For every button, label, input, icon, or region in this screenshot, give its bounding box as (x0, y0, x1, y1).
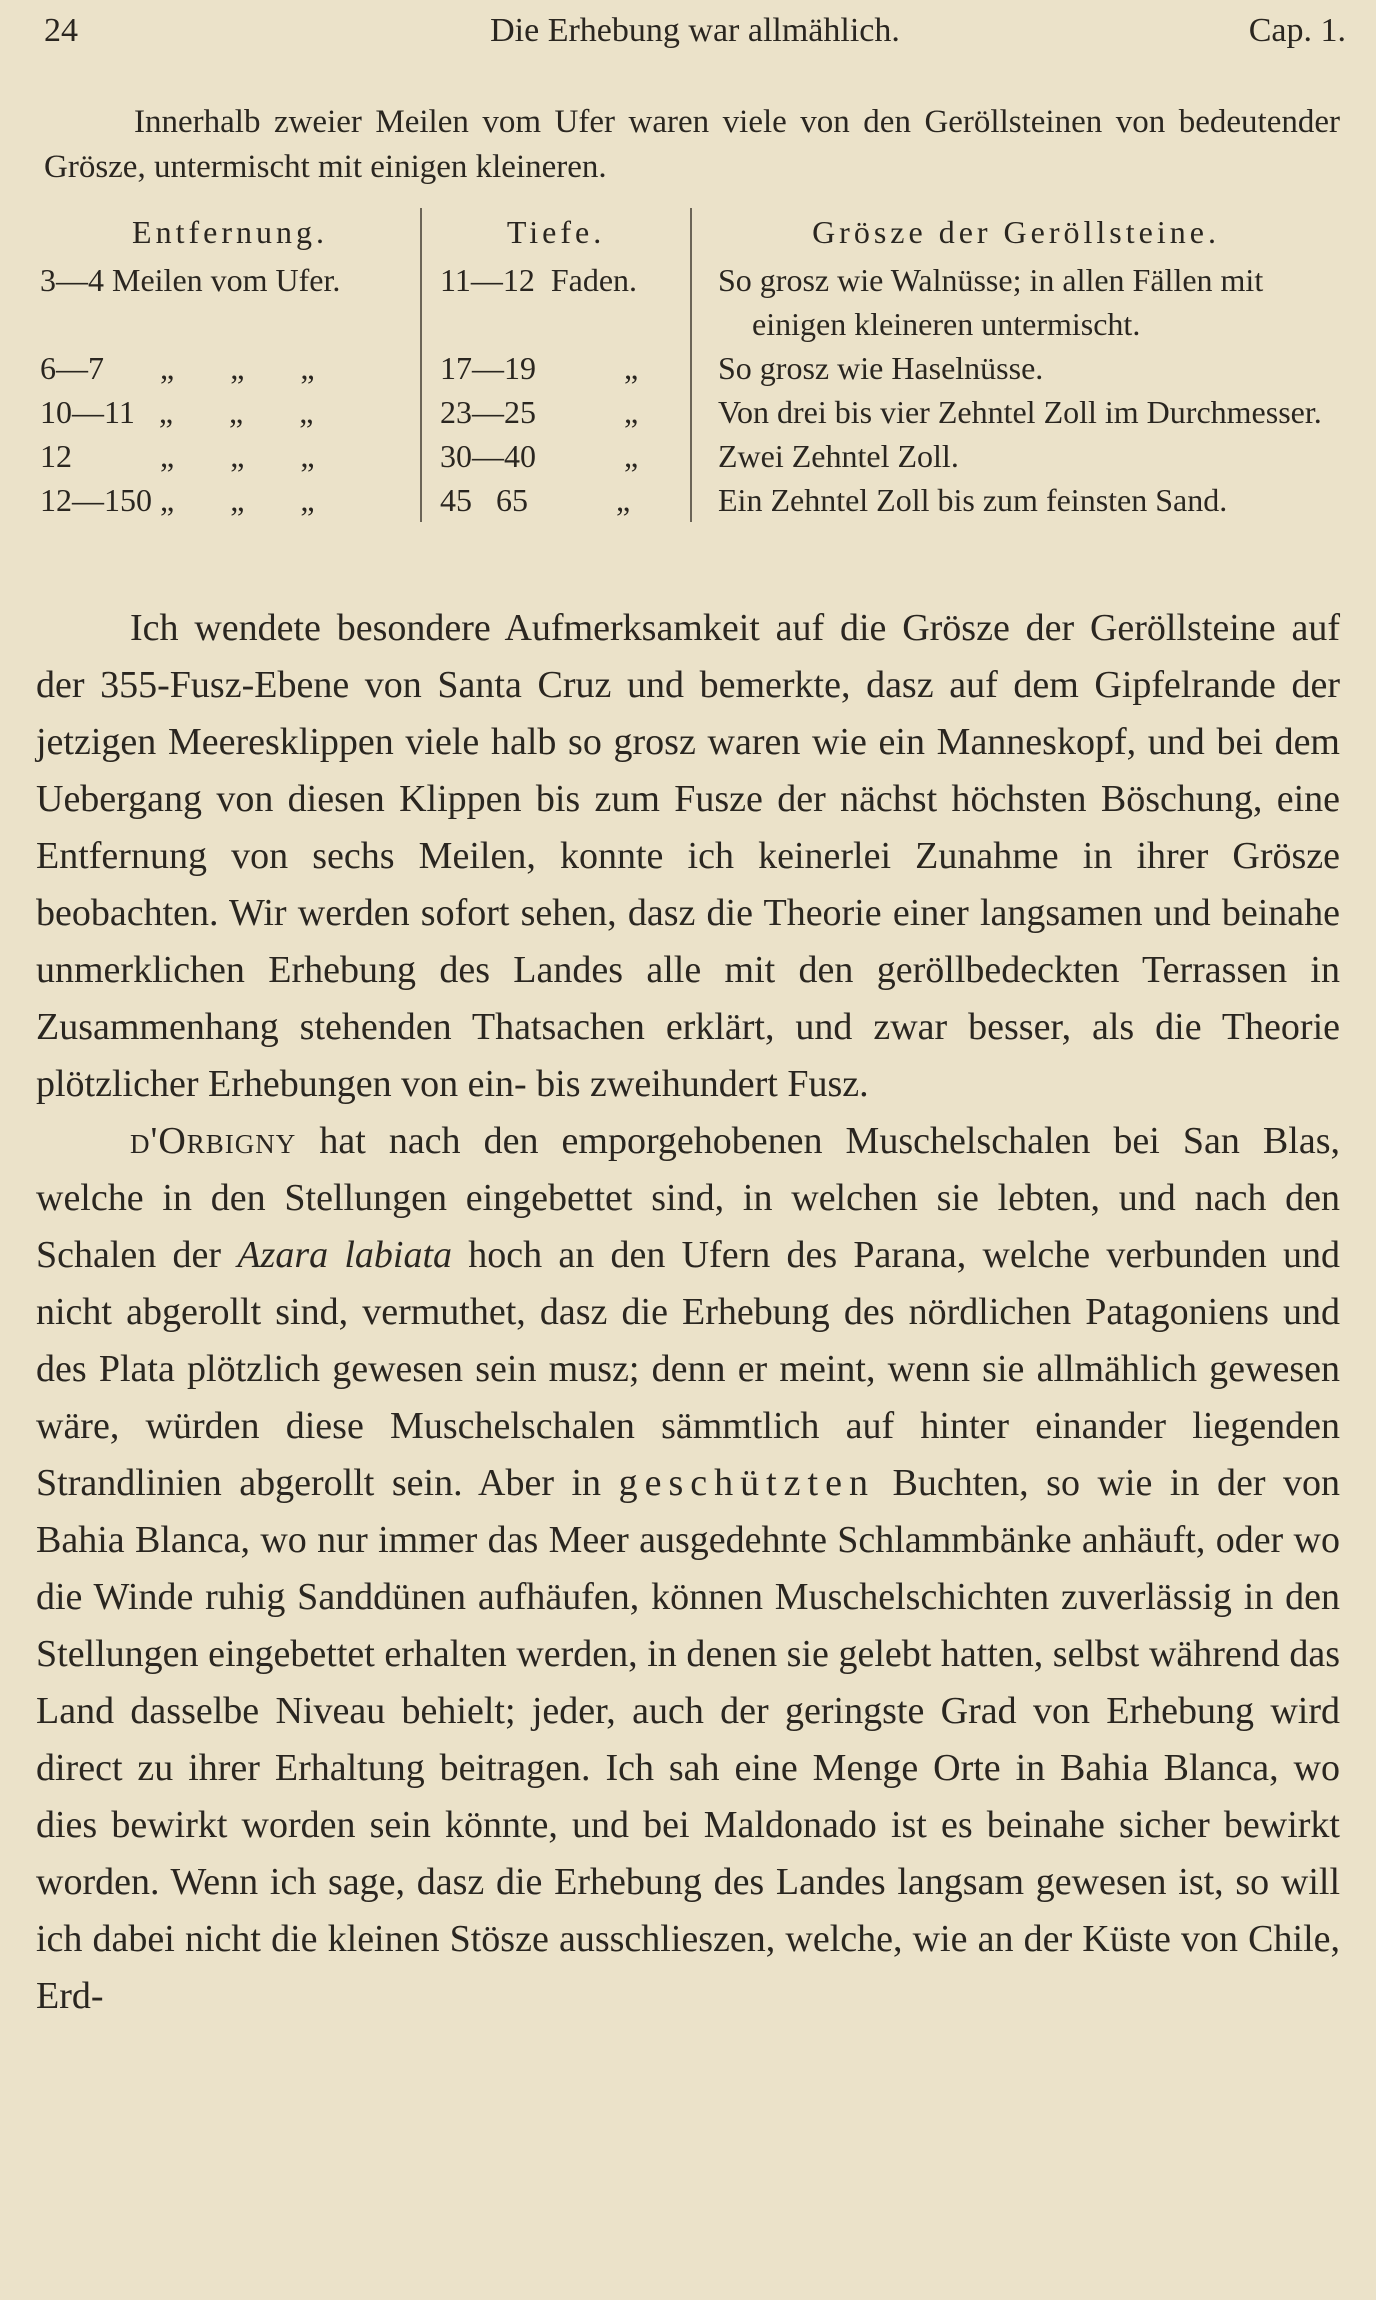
cell-depth: 45 65 „ (421, 478, 691, 522)
intro-text: Innerhalb zweier Meilen vom Ufer waren viele von den Geröllsteinen von bedeutender Grösze, untermischt mit einigen kleineren. (44, 104, 1340, 185)
cell-size: So grosz wie Walnüsse; in allen Fällen mit einigen kleineren untermischt. (718, 262, 1264, 342)
intro-paragraph (44, 100, 1340, 190)
table-row (40, 258, 1340, 346)
cell-distance: 6—7 „ „ „ (40, 350, 315, 386)
cell-depth: 17—19 „ (421, 346, 691, 390)
paragraph-text-part: Buchten, so wie in der von Bahia Blanca, wo nur immer das Meer ausgedehnte Schlammbänke anhäuft, oder wo die Winde ruhig Sanddünen aufhäufen, können Muschelschichten zuverlässig in den Stellungen eingebettet erhalten werden, in denen sie gelebt hatten, selbst während das Land dasselbe Niveau behielt; jeder, auch der geringste Grad von Erhebung wird direct zu ihrer Erhaltung beitragen. Ich sah eine Menge Orte in Bahia Blanca, wo dies bewirkt worden sein könnte, und bei Maldonado ist es beinahe sicher bewirkt worden. Wenn ich sage, dasz die Erhebung des Landes langsam gewesen ist, so will ich dabei nicht die kleinen Stösze ausschlieszen, welche, wie an der Küste von Chile, Erd- (36, 1462, 1340, 2017)
cell-depth: 30—40 „ (421, 434, 691, 478)
chapter-label: Cap. 1. (1248, 12, 1346, 49)
paragraph-text-part: hoch an den Ufern des Parana, welche verbunden und nicht abgerollt sind, vermuthet, dasz die Erhebung des nördlichen Patagoniens und des Plata plötzlich gewesen sein musz; denn er meint, wenn sie allmählich gewesen wäre, würden diese Muschelschalen sämmtlich auf hinter einander liegenden Strandlinien abgerollt sein. Aber in (36, 1234, 1340, 1504)
cell-distance: 12 „ „ „ (40, 438, 315, 474)
running-title: Die Erhebung war allmählich. (490, 12, 900, 49)
column-header-depth: Tiefe. (421, 208, 691, 258)
table-row (40, 478, 1340, 522)
cell-distance: 3—4 Meilen vom Ufer. (40, 262, 341, 298)
table-row (40, 434, 1340, 478)
paragraph-dorbigny (36, 1113, 1340, 2025)
cell-size: Ein Zehntel Zoll bis zum feinsten Sand. (718, 482, 1228, 518)
author-name: d'Orbigny (130, 1120, 297, 1162)
cell-distance: 10—11 „ „ „ (40, 394, 314, 430)
page-header (44, 12, 1346, 64)
column-header-size: Grösze der Geröllsteine. (691, 208, 1340, 258)
pebble-table (40, 208, 1340, 522)
emphasized-word: geschützten (618, 1462, 875, 1504)
column-header-distance: Entfernung. (132, 214, 328, 250)
paragraph-santa-cruz: Ich wendete besondere Aufmerksamkeit auf die Grösze der Geröllsteine auf der 355-Fusz-Ebene von Santa Cruz und bemerkte, dasz auf dem Gipfelrande der jetzigen Meeresklippen viele halb so grosz waren wie ein Manneskopf, und bei dem Uebergang von diesen Klippen bis zum Fusze der nächst höchsten Böschung, eine Entfernung von sechs Meilen, konnte ich keinerlei Zunahme in ihrer Grösze beobachten. Wir werden sofort sehen, dasz die Theorie einer langsamen und beinahe unmerklichen Erhebung des Landes alle mit den geröllbedeckten Terrassen in Zusammenhang stehenden Thatsachen erklärt, und zwar besser, als die Theorie plötzlicher Erhebungen von ein- bis zweihundert Fusz. (36, 607, 1340, 1105)
table-row (40, 346, 1340, 390)
cell-depth: 11—12 Faden. (421, 258, 691, 346)
page-number: 24 (44, 12, 78, 49)
cell-distance: 12—150 „ „ „ (40, 482, 315, 518)
table-row (40, 390, 1340, 434)
paragraph-text-part: hat nach den emporgehobenen Muschelschalen bei San Blas, welche in den Stellungen eingebettet sind, in welchen sie lebten, und nach den Schalen der (36, 1120, 1340, 1276)
table-header-row (40, 208, 1340, 258)
body-text (36, 600, 1340, 2025)
species-name: Azara labiata (237, 1234, 453, 1276)
cell-depth: 23—25 „ (421, 390, 691, 434)
cell-size: Zwei Zehntel Zoll. (718, 438, 959, 474)
cell-size: Von drei bis vier Zehntel Zoll im Durchmesser. (718, 394, 1322, 430)
cell-size: So grosz wie Haselnüsse. (718, 350, 1044, 386)
